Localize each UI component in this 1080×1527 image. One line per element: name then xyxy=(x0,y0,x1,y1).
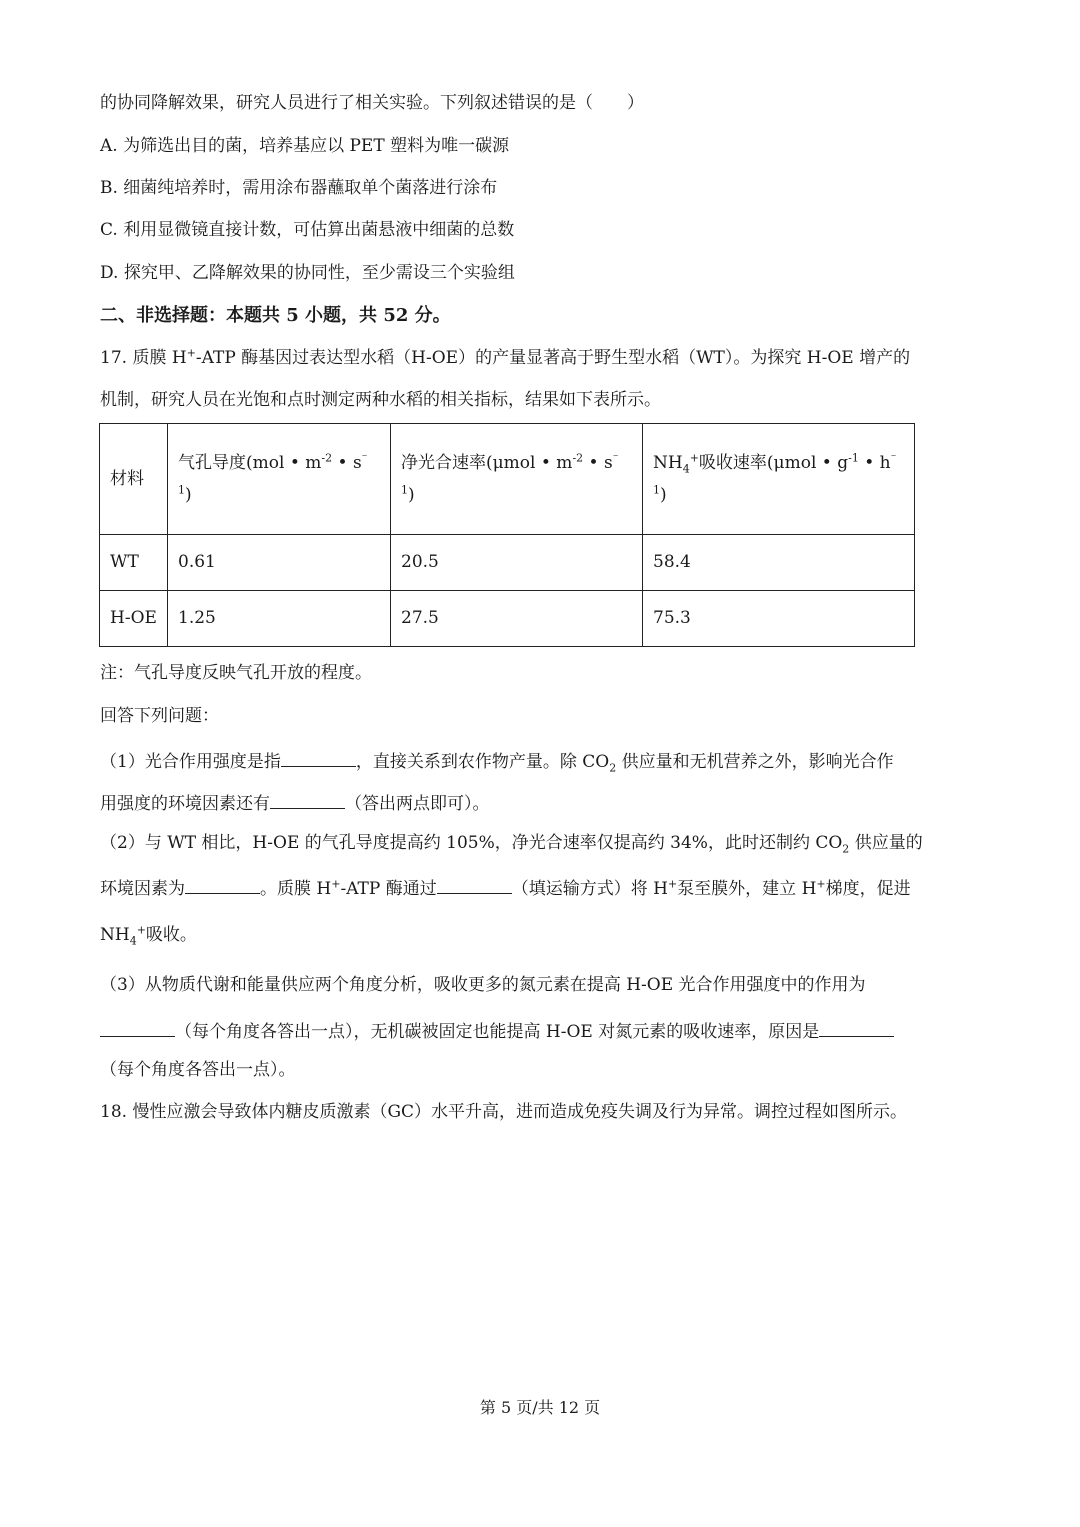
answer-blank[interactable] xyxy=(270,792,345,809)
cell-nh4: 75.3 xyxy=(643,591,915,647)
cell-nh4: 58.4 xyxy=(643,535,915,591)
header-net-photosynthesis: 净光合速率(μmol • $m^{-2}$ • s⁻ $^1$) xyxy=(391,424,643,535)
part-2-line1: （2）与 WT 相比，H-OE 的气孔导度提高约 105%，净光合速率仅提高约 34%，此时还制约 $CO_2$ 供应量的 xyxy=(100,833,923,856)
table-row xyxy=(100,535,915,591)
table-header-row xyxy=(100,424,915,535)
results-table xyxy=(99,423,915,647)
cell-stomatal: 1.25 xyxy=(168,591,391,647)
part-3-line1: （3）从物质代谢和能量供应两个角度分析，吸收更多的氮元素在提高 H-OE 光合作用强度中的作用为 xyxy=(100,975,866,995)
question-17-line1: 17. 质膜 H+-ATP 酶基因过表达型水稻（H-OE）的产量显著高于野生型水稻（WT）。为探究 H-OE 增产的 xyxy=(100,346,911,368)
header-material: 材料 xyxy=(100,424,168,535)
cell-material: WT xyxy=(100,535,168,591)
cell-stomatal: 0.61 xyxy=(168,535,391,591)
part-1-line1: （1）光合作用强度是指 ，直接关系到农作物产量。除 $CO_2$ 供应量和无机营养之外，影响光合作 xyxy=(100,752,894,775)
intro-line: 的协同降解效果，研究人员进行了相关实验。下列叙述错误的是（ ） xyxy=(100,93,644,113)
cell-photo: 20.5 xyxy=(391,535,643,591)
part-1-line2: 用强度的环境因素还有 （答出两点即可）。 xyxy=(100,794,490,814)
part-2-line2: 环境因素为 。质膜 H+-ATP 酶通过 （填运输方式）将 H+泵至膜外，建立 H+梯度，促进 xyxy=(100,877,911,899)
part-2-line3: $NH_4^+$吸收。 xyxy=(100,923,197,948)
question-17-line2: 机制，研究人员在光饱和点时测定两种水稻的相关指标，结果如下表所示。 xyxy=(100,390,661,410)
header-stomatal-conductance: 气孔导度(mol • $m^{-2}$ • s⁻ $^1$) xyxy=(168,424,391,535)
table-row xyxy=(100,591,915,647)
answer-blank[interactable] xyxy=(437,877,512,894)
cell-material: H-OE xyxy=(100,591,168,647)
option-d: D. 探究甲、乙降解效果的协同性，至少需设三个实验组 xyxy=(100,263,515,283)
answer-blank[interactable] xyxy=(100,1020,175,1037)
question-18: 18. 慢性应激会导致体内糖皮质激素（GC）水平升高，进而造成免疫失调及行为异常。调控过程如图所示。 xyxy=(100,1102,908,1122)
option-a: A. 为筛选出目的菌，培养基应以 PET 塑料为唯一碳源 xyxy=(100,136,510,156)
option-b: B. 细菌纯培养时，需用涂布器蘸取单个菌落进行涂布 xyxy=(100,178,498,198)
cell-photo: 27.5 xyxy=(391,591,643,647)
answer-prompt: 回答下列问题： xyxy=(100,706,219,726)
answer-blank[interactable] xyxy=(281,750,356,767)
option-c: C. 利用显微镜直接计数，可估算出菌悬液中细菌的总数 xyxy=(100,220,515,240)
header-nh4-uptake: $NH_4^+$吸收速率(μmol • $g^{-1}$ • h⁻ $^1$) xyxy=(643,424,915,535)
part-3-line3: （每个角度各答出一点）。 xyxy=(100,1060,296,1080)
answer-blank[interactable] xyxy=(819,1020,894,1037)
table-note: 注：气孔导度反映气孔开放的程度。 xyxy=(100,663,372,683)
page-footer: 第 5 页/共 12 页 xyxy=(479,1398,601,1417)
answer-blank[interactable] xyxy=(185,877,260,894)
part-3-line2: （每个角度各答出一点），无机碳被固定也能提高 H-OE 对氮元素的吸收速率，原因是 xyxy=(100,1020,894,1041)
section-heading: 二、非选择题：本题共 5 小题，共 52 分。 xyxy=(100,305,451,326)
